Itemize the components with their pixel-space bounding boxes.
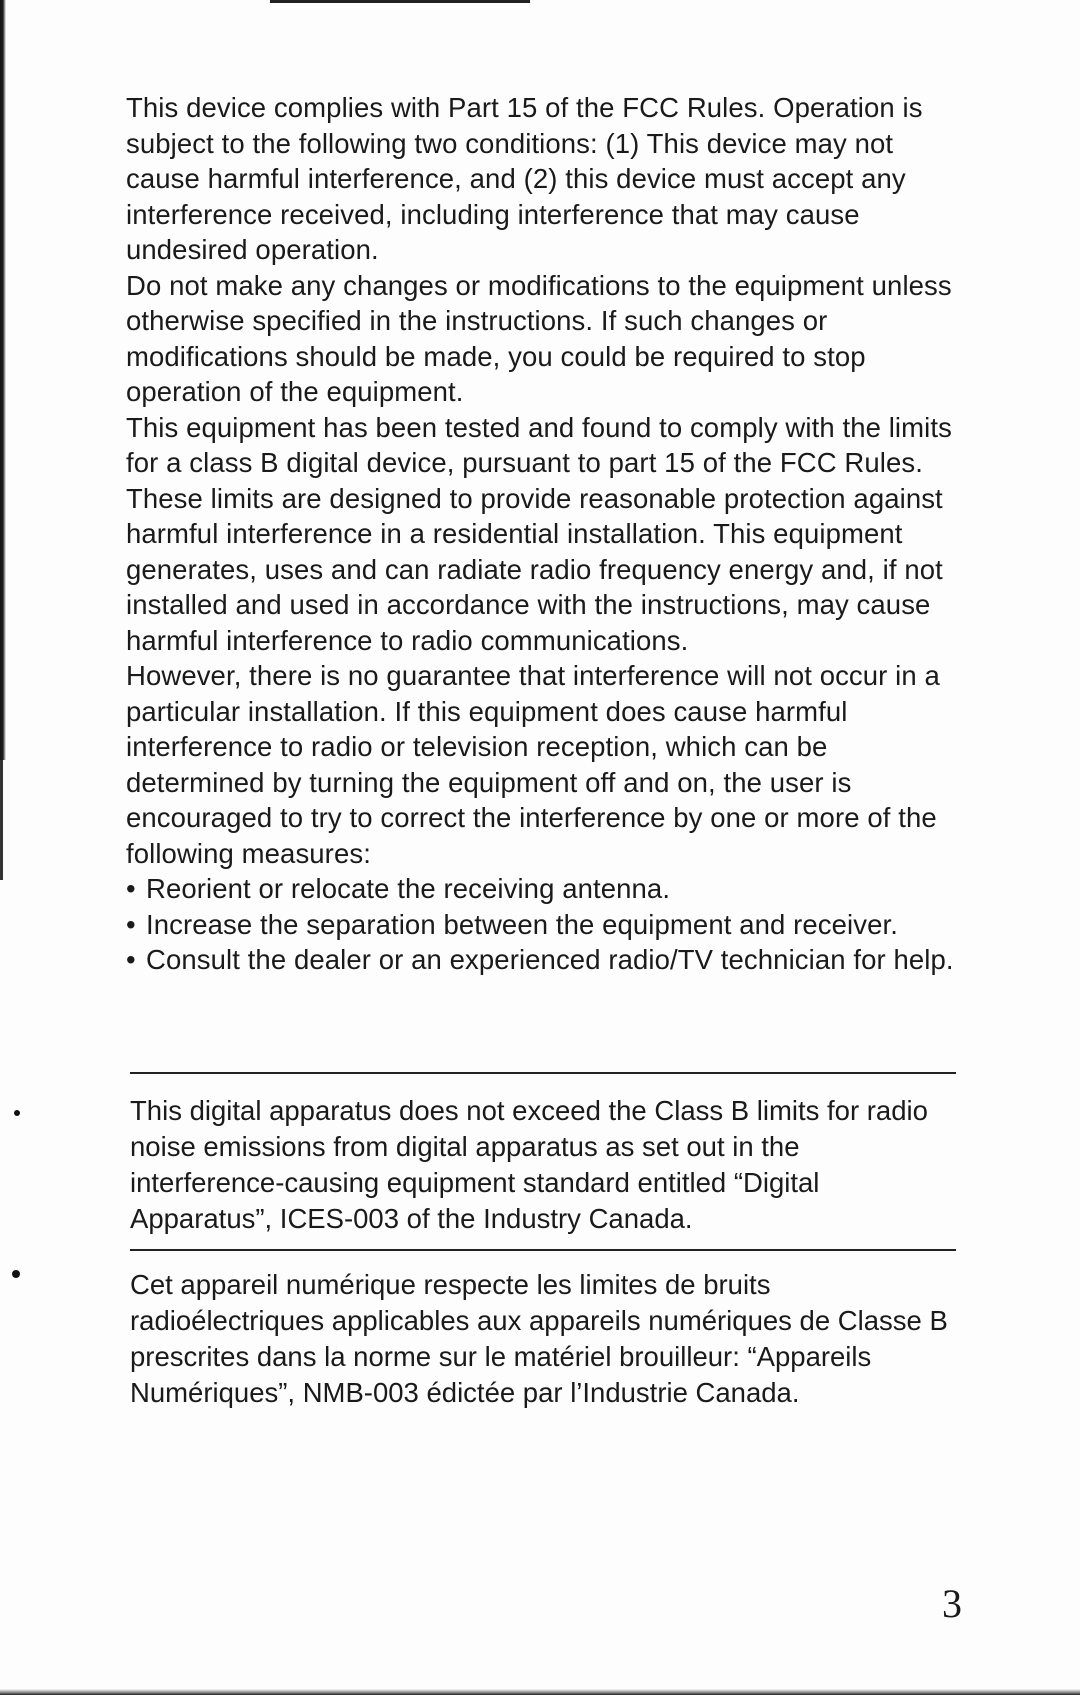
fcc-class-b-paragraph: This equipment has been tested and found to comply with the limits for a class B digital device, pursuant to part 15 of the FCC Rules. These limits are designed to provide reasonable protection against harmful interference in a residential installation. This equipment generates, uses and can radiate radio frequency energy and, if not installed and used in accordance with the instructions, may cause harmful interference to radio communications. — [126, 411, 952, 656]
scan-edge-top — [270, 0, 530, 3]
canada-french-statement — [130, 1267, 950, 1411]
ices-003-paragraph: This digital apparatus does not exceed the Class B limits for radio noise emissions from digital apparatus as set out in the interference-causing equipment standard entitled “Digital Apparatus”, ICES-003 of the Industry Canada. — [130, 1095, 928, 1234]
fcc-no-guarantee-paragraph: However, there is no guarantee that interference will not occur in a particular installation. If this equipment does cause harmful interference to radio or television reception, which can be determined by turning the equipment off and on, the user is encouraged to try to correct the interference by one or more of the following measures: — [126, 660, 940, 869]
fcc-compliance-paragraph: This device complies with Part 15 of the FCC Rules. Operation is subject to the following two conditions: (1) This device may not cause harmful interference, and (2) this device must accept any interference received, including interference that may cause undesired operation. — [126, 92, 923, 265]
canada-english-statement — [130, 1093, 950, 1237]
list-item: • Increase the separation between the equipment and receiver. — [126, 907, 956, 943]
section-divider — [130, 1249, 956, 1251]
nmb-003-paragraph: Cet appareil numérique respecte les limites de bruits radioélectriques applicables aux appareils numériques de Classe B prescrites dans la norme sur le matériel brouilleur: “Appareils Numériques”, NMB-003 édictée par l’Industrie Canada. — [130, 1269, 948, 1408]
page-number: 3 — [942, 1581, 962, 1626]
scan-edge-left-lower — [0, 760, 3, 880]
fcc-measures-list — [126, 871, 956, 978]
fcc-modifications-paragraph: Do not make any changes or modifications to the equipment unless otherwise specified in the instructions. If such changes or modifications should be made, you could be required to stop operation of the equipment. — [126, 269, 952, 407]
scan-edge-left — [0, 0, 6, 760]
list-item: • Consult the dealer or an experienced radio/TV technician for help. — [126, 942, 956, 978]
scan-speck — [14, 1110, 20, 1116]
section-divider — [130, 1072, 956, 1074]
scan-edge-bottom — [0, 1689, 1080, 1695]
list-item: • Reorient or relocate the receiving antenna. — [126, 871, 956, 907]
fcc-statement — [126, 90, 956, 978]
scan-speck — [12, 1270, 20, 1278]
